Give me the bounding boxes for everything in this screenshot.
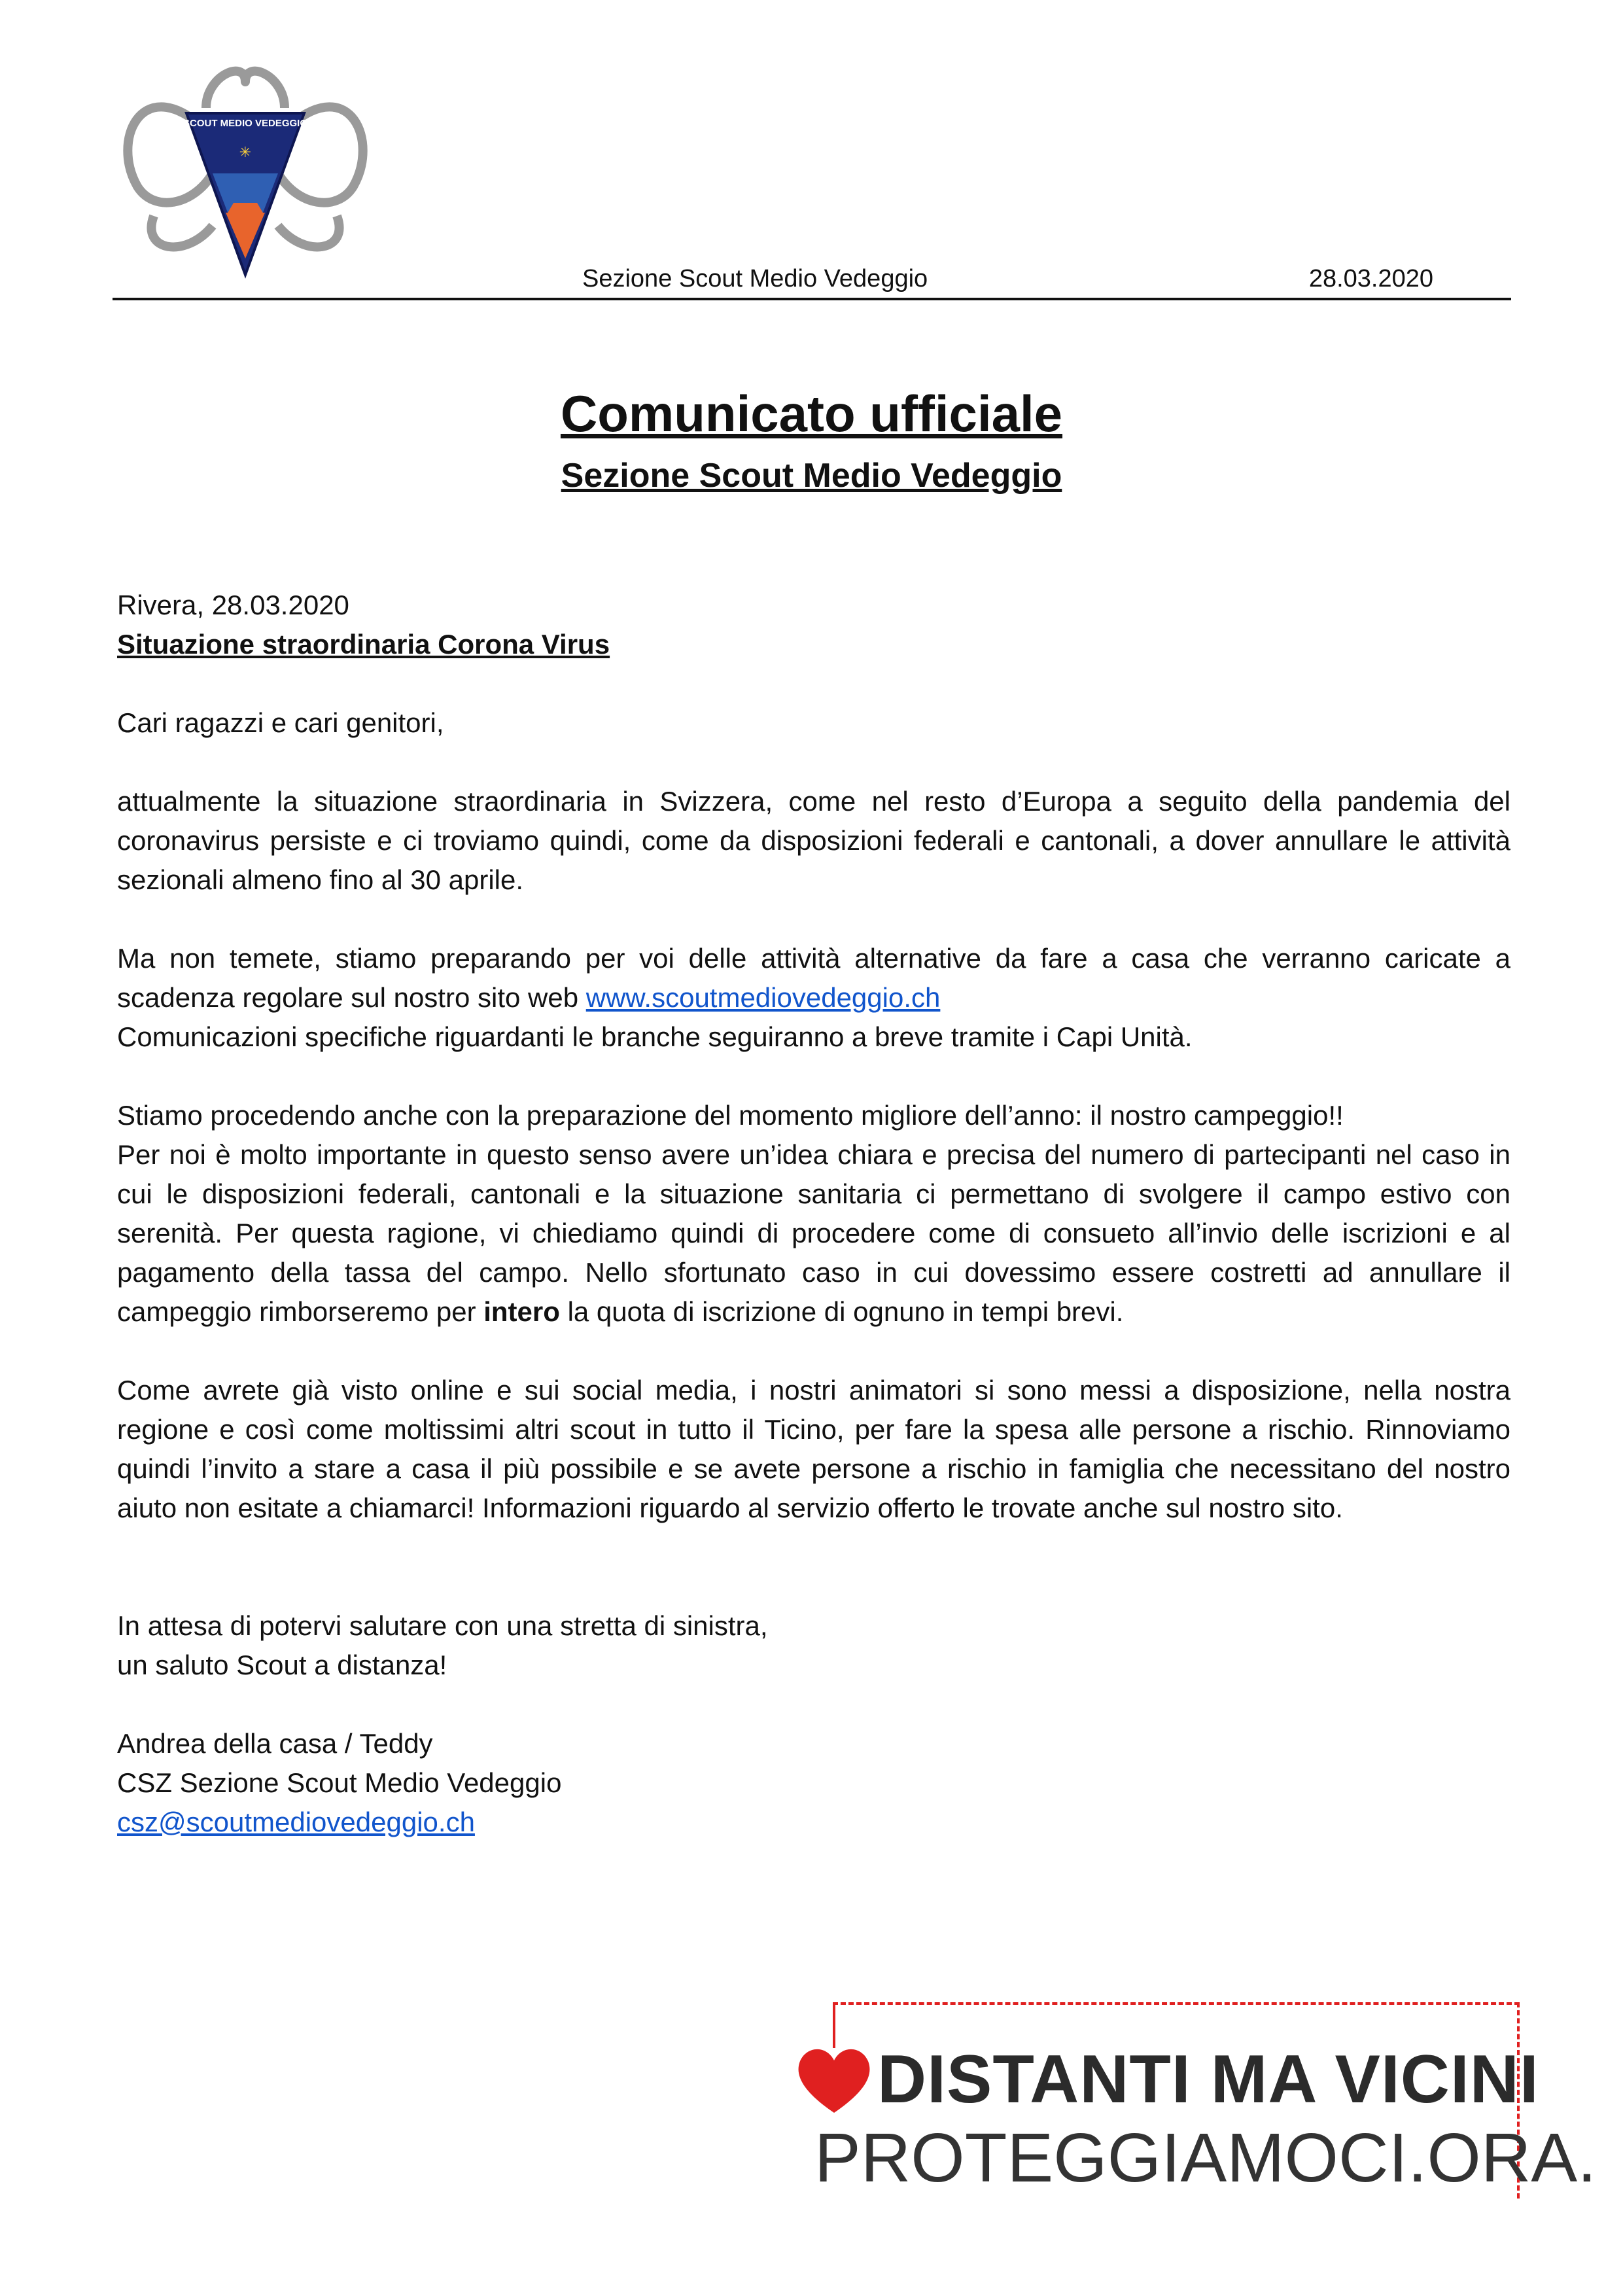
paragraph-3-first-line: Stiamo procedendo anche con la preparazione del momento migliore dell’anno: il nostro campeggio!!	[117, 1100, 1344, 1131]
banner-frame-corner	[833, 2002, 835, 2048]
paragraph-3	[117, 1135, 1510, 1332]
paragraph-3-tail: la quota di iscrizione di ognuno in tempi brevi.	[559, 1296, 1124, 1327]
signature-role: CSZ Sezione Scout Medio Vedeggio	[117, 1767, 562, 1798]
banner-line-1: DISTANTI MA VICINI	[877, 2041, 1539, 2117]
greeting: Cari ragazzi e cari genitori,	[117, 707, 444, 738]
header-divider	[113, 298, 1511, 300]
paragraph-2-text: Ma non temete, stiamo preparando per voi delle attività alternative da fare a casa che verranno caricate a scadenza regolare sul nostro sito web	[117, 943, 1510, 1013]
closing-line-2: un saluto Scout a distanza!	[117, 1650, 447, 1680]
distanti-ma-vicini-banner	[795, 2002, 1597, 2199]
header-date: 28.03.2020	[1308, 265, 1433, 292]
letter-subject: Situazione straordinaria Corona Virus	[117, 629, 610, 660]
paragraph-4: Come avrete già visto online e sui social media, i nostri animatori si sono messi a disposizione, nella nostra regione e così come moltissimi altri scout in tutto il Ticino, per fare la spesa alle persone a rischio. Rinnoviamo quindi l’invito a stare a casa il più possibile e se avete persone a rischio in famiglia che necessitano del nostro aiuto non esitate a chiamarci! Informazioni riguardo al servizio offerto le trovate anche sul nostro sito.	[117, 1375, 1510, 1523]
paragraph-2	[117, 939, 1510, 1017]
document-subtitle: Sezione Scout Medio Vedeggio	[561, 457, 1062, 495]
document-title: Comunicato ufficiale	[560, 385, 1063, 442]
signature-name: Andrea della casa / Teddy	[117, 1728, 433, 1759]
paragraph-1: attualmente la situazione straordinaria in Svizzera, come nel resto d’Europa a seguito della pandemia del coronavirus persiste e ci troviamo quindi, come da disposizioni federali e cantonali, a dover annullare le attività sezionali almeno fino al 30 aprile.	[117, 786, 1510, 895]
website-link[interactable]: www.scoutmediovedeggio.ch	[585, 982, 941, 1013]
paragraph-2-continued: Comunicazioni specifiche riguardanti le branche seguiranno a breve tramite i Capi Unità.	[117, 1021, 1193, 1052]
bold-emphasis: intero	[483, 1296, 560, 1327]
signature-email-link[interactable]: csz@scoutmediovedeggio.ch	[117, 1807, 475, 1837]
banner-line-2: PROTEGGIAMOCI.ORA.	[814, 2119, 1597, 2197]
place-date: Rivera, 28.03.2020	[117, 590, 349, 620]
paragraph-3-text: Per noi è molto importante in questo senso avere un’idea chiara e precisa del numero di partecipanti nel caso in cui le disposizioni federali, cantonali e la situazione sanitaria ci permettano di svolgere il campo estivo con serenità. Per questa ragione, vi chiediamo quindi di procedere come di consueto all’invio delle iscrizioni e al pagamento della tassa del campo. Nello sfortunato caso in cui dovessimo essere costretti ad annullare il campeggio rimborseremo per	[117, 1139, 1510, 1327]
letter-body	[117, 586, 1510, 1842]
closing-line-1: In attesa di potervi salutare con una stretta di sinistra,	[117, 1610, 768, 1641]
star-icon: ✳	[239, 145, 252, 161]
header-organization: Sezione Scout Medio Vedeggio	[582, 265, 928, 292]
scout-logo	[114, 62, 376, 288]
logo-text: SCOUT MEDIO VEDEGGIO	[183, 118, 308, 129]
heart-icon	[795, 2045, 873, 2117]
